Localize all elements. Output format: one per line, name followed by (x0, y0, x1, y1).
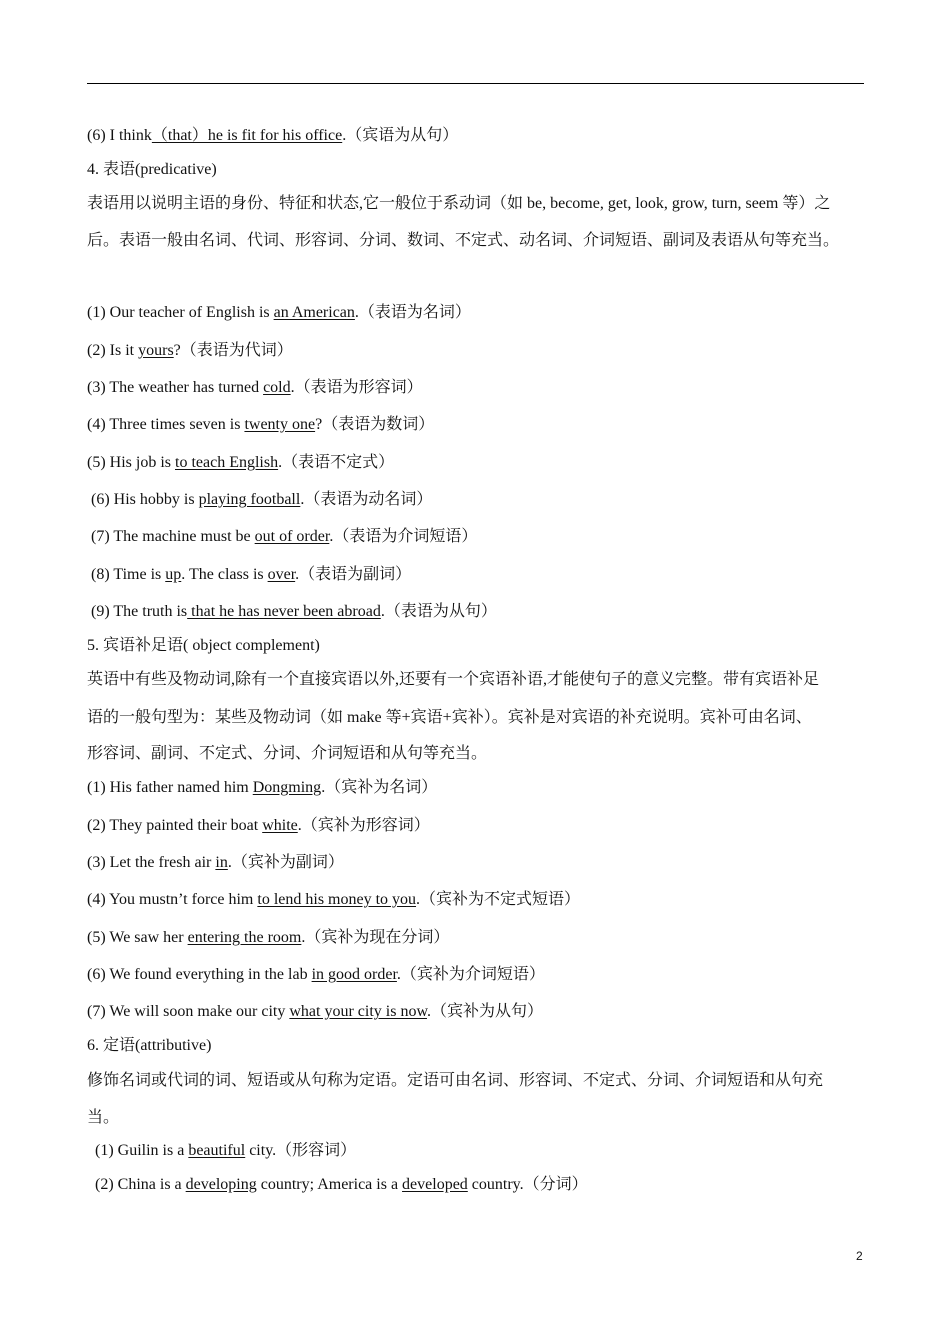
underlined-phrase: what your city is now (289, 1003, 427, 1020)
text-run: 6. 定语(attributive) (87, 1037, 212, 1054)
text-run: .（表语为形容词） (290, 379, 423, 396)
text-line (91, 527, 477, 547)
text-run: (6) I think (87, 127, 152, 144)
underlined-phrase: up (165, 566, 182, 583)
text-run: .（宾补为不定式短语） (416, 891, 581, 908)
underlined-phrase: over (267, 566, 296, 583)
text-line (87, 415, 434, 435)
text-line (87, 708, 812, 728)
text-line (87, 890, 580, 910)
text-line (91, 565, 411, 585)
text-run: city.（形容词） (245, 1142, 357, 1159)
text-run: (1) His father named him (87, 779, 253, 796)
text-run: .（宾补为从句） (426, 1003, 543, 1020)
underlined-phrase: in (215, 854, 228, 871)
text-line (87, 303, 471, 323)
underlined-phrase: beautiful (188, 1142, 246, 1159)
text-run: 形容词、副词、不定式、分词、介词短语和从句等充当。 (87, 745, 488, 762)
text-run: (3) Let the fresh air (87, 854, 216, 871)
text-run: country; America is a (256, 1176, 403, 1193)
underlined-phrase: cold (263, 379, 291, 396)
text-run: ?（表语为数词） (315, 416, 435, 433)
underlined-phrase: white (262, 817, 298, 834)
text-line (87, 778, 437, 798)
text-run: .（宾语为从句） (342, 127, 459, 144)
text-run: (6) We found everything in the lab (87, 966, 312, 983)
text-run: 5. 宾语补足语( object complement) (87, 637, 320, 654)
text-run: 后。表语一般由名词、代词、形容词、分词、数词、不定式、动名词、介词短语、副词及表语从句等充当。 (87, 232, 840, 249)
underlined-phrase: to teach English (175, 454, 279, 471)
text-line (95, 1141, 356, 1161)
text-run: (3) The weather has turned (87, 379, 264, 396)
text-run: 表语用以说明主语的身份、特征和状态,它一般位于系动词（如 be, become, get, look, grow, turn, seem 等）之 (87, 195, 831, 212)
text-run: country.（分词） (467, 1176, 588, 1193)
text-line (87, 928, 449, 948)
text-line (87, 965, 545, 985)
text-line (87, 378, 423, 398)
text-line (87, 1036, 211, 1056)
text-run: .（宾补为介词短语） (396, 966, 545, 983)
text-run: 修饰名词或代词的词、短语或从句称为定语。定语可由名词、形容词、不定式、分词、介词短语和从句充 (87, 1072, 824, 1089)
text-run: (5) We saw her (87, 929, 188, 946)
text-run: 英语中有些及物动词,除有一个直接宾语以外,还要有一个宾语补语,才能使句子的意义完整。带有宾语补足 (87, 671, 820, 688)
text-line (95, 1175, 588, 1195)
text-run: (1) Our teacher of English is (87, 304, 274, 321)
text-run: .（宾补为形容词） (297, 817, 430, 834)
underlined-phrase: Dongming (252, 779, 322, 796)
text-run: .（宾补为副词） (227, 854, 344, 871)
text-line (87, 1002, 543, 1022)
text-run: (4) You mustn’t force him (87, 891, 258, 908)
underlined-phrase: yours (138, 342, 174, 359)
text-run: (4) Three times seven is (87, 416, 245, 433)
underlined-phrase: playing football (198, 491, 301, 508)
text-run: .（表语为名词） (354, 304, 471, 321)
text-run: 语的一般句型为：某些及物动词（如 make 等+宾语+宾补）。宾补是对宾语的补充说明。宾补可由名词、 (87, 709, 812, 726)
text-run: (8) Time is (91, 566, 166, 583)
underlined-phrase: twenty one (244, 416, 316, 433)
header-rule (87, 83, 864, 84)
text-run: .（宾补为名词） (321, 779, 438, 796)
text-run: (2) Is it (87, 342, 139, 359)
text-run: .（表语为从句） (380, 603, 497, 620)
text-run: . The class is (181, 566, 268, 583)
text-run: .（表语不定式） (278, 454, 395, 471)
text-line (87, 341, 293, 361)
underlined-phrase: an American (273, 304, 355, 321)
underlined-phrase: out of order (254, 528, 330, 545)
text-run: (7) We will soon make our city (87, 1003, 290, 1020)
text-line (87, 1108, 119, 1128)
text-run: ?（表语为代词） (173, 342, 293, 359)
underlined-phrase: developed (402, 1176, 468, 1193)
text-line (87, 1071, 823, 1091)
text-line (87, 816, 430, 836)
underlined-phrase: developing (185, 1176, 257, 1193)
text-run: 4. 表语(predicative) (87, 161, 217, 178)
text-run: .（表语为介词短语） (329, 528, 478, 545)
underlined-phrase: in good order (311, 966, 397, 983)
text-line (87, 853, 344, 873)
underlined-phrase: entering the room (187, 929, 302, 946)
text-run: .（宾补为现在分词） (301, 929, 450, 946)
text-run: .（表语为动名词） (300, 491, 433, 508)
text-run: (7) The machine must be (91, 528, 255, 545)
text-line (91, 490, 432, 510)
text-line (87, 636, 320, 656)
underlined-phrase: （that）he is fit for his office (151, 127, 343, 144)
text-line (87, 453, 394, 473)
text-line (87, 126, 458, 146)
text-run: (1) Guilin is a (95, 1142, 189, 1159)
underlined-phrase: that he has never been abroad (187, 603, 381, 620)
text-line (87, 194, 830, 214)
text-line (87, 744, 487, 764)
text-line (87, 670, 819, 690)
text-line (91, 602, 497, 622)
text-line (87, 231, 839, 251)
text-run: (6) His hobby is (91, 491, 199, 508)
underlined-phrase: to lend his money to you (257, 891, 417, 908)
text-line (87, 160, 217, 180)
text-run: 当。 (87, 1109, 120, 1126)
text-run: .（表语为副词） (295, 566, 412, 583)
text-run: (2) They painted their boat (87, 817, 263, 834)
text-run: (2) China is a (95, 1176, 186, 1193)
text-run: (9) The truth is (91, 603, 188, 620)
text-run: (5) His job is (87, 454, 175, 471)
page-number: 2 (856, 1249, 863, 1263)
